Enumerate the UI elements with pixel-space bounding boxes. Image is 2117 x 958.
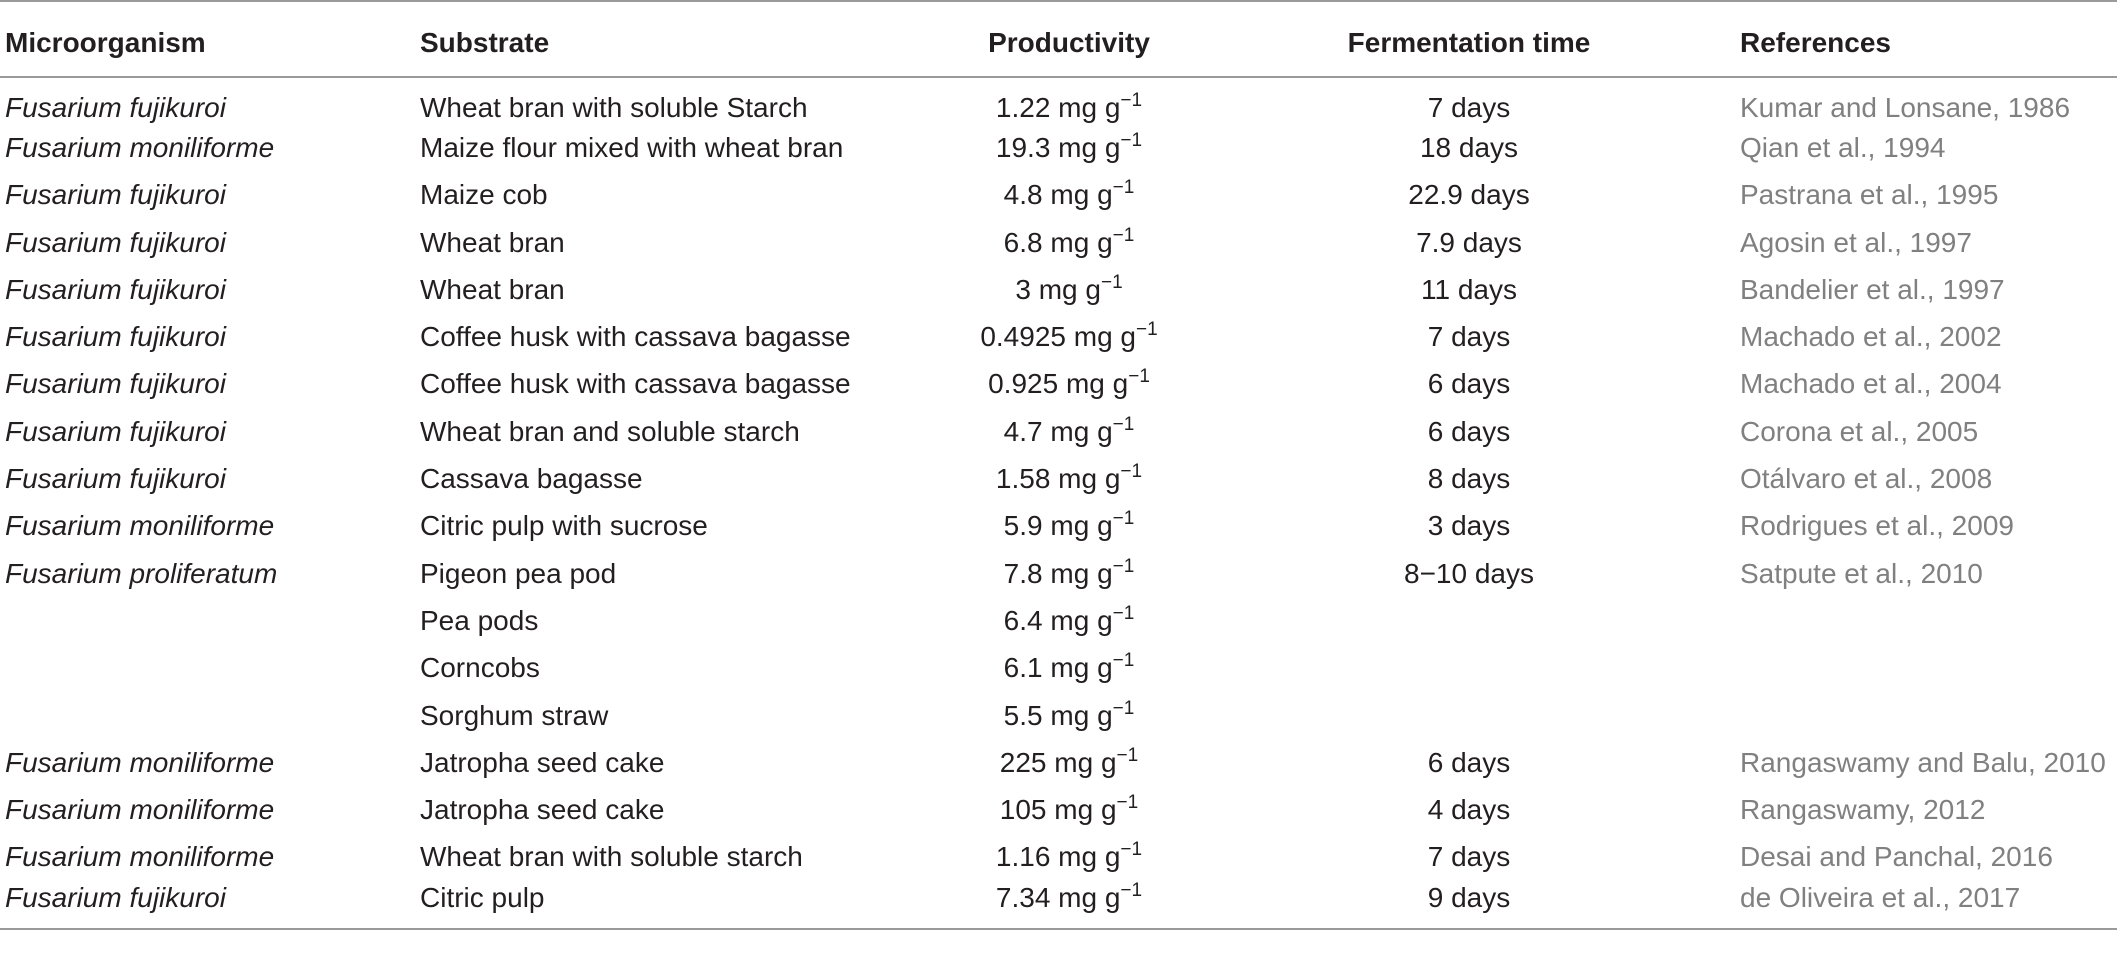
productivity-unit-exponent: −1 <box>1112 602 1135 624</box>
productivity-unit: mg g <box>1050 510 1113 542</box>
productivity-unit: mg g <box>1073 321 1136 353</box>
cell-reference: de Oliveira et al., 2017 <box>1740 881 2021 913</box>
table-row <box>0 550 2117 597</box>
cell-microorganism: Fusarium fujikuroi <box>5 881 226 913</box>
cell-productivity <box>940 266 1198 313</box>
productivity-unit-exponent: −1 <box>1112 508 1135 530</box>
table-row <box>0 408 2117 455</box>
productivity-unit: mg g <box>1050 652 1113 684</box>
productivity-unit: mg g <box>1058 131 1121 163</box>
table-row <box>0 692 2117 739</box>
cell-substrate: Wheat bran <box>420 273 565 305</box>
cell-productivity <box>940 881 1198 928</box>
cell-substrate: Coffee husk with cassava bagasse <box>420 321 851 353</box>
cell-substrate: Corncobs <box>420 652 540 684</box>
productivity-unit: mg g <box>1050 415 1113 447</box>
productivity-value: 19.3 <box>995 131 1051 163</box>
cell-reference: Rodrigues et al., 2009 <box>1740 510 2014 542</box>
cell-productivity <box>940 550 1198 597</box>
cell-reference: Machado et al., 2002 <box>1740 321 2002 353</box>
productivity-unit-exponent: −1 <box>1112 413 1135 435</box>
cell-substrate: Citric pulp <box>420 881 545 913</box>
cell-microorganism <box>0 645 420 692</box>
productivity-unit: mg g <box>1058 841 1121 873</box>
cell-fermentation-time: 9 days <box>1427 881 1511 913</box>
productivity-unit: mg g <box>1054 794 1117 826</box>
cell-microorganism: Fusarium fujikuroi <box>5 179 226 211</box>
table-row <box>0 881 2117 928</box>
cell-fermentation-time: 18 days <box>1419 131 1519 163</box>
productivity-value: 7.8 <box>1003 557 1043 589</box>
productivity-value: 6.4 <box>1003 604 1043 636</box>
productivity-unit-exponent: −1 <box>1116 792 1139 814</box>
cell-productivity <box>940 645 1198 692</box>
table-row <box>0 313 2117 360</box>
table-row <box>0 266 2117 313</box>
productivity-unit: mg g <box>1058 92 1121 124</box>
cell-microorganism: Fusarium fujikuroi <box>5 415 226 447</box>
cell-substrate: Jatropha seed cake <box>420 794 665 826</box>
cell-fermentation-time: 8 days <box>1427 463 1511 495</box>
table-bottom-rule <box>0 928 2117 930</box>
productivity-unit-exponent: −1 <box>1128 366 1150 388</box>
productivity-value: 6.1 <box>1003 652 1043 684</box>
table-row <box>0 597 2117 644</box>
cell-microorganism: Fusarium moniliforme <box>5 794 275 826</box>
cell-microorganism: Fusarium moniliforme <box>5 131 275 163</box>
header-row <box>0 1 2117 77</box>
cell-fermentation-time: 6 days <box>1427 746 1511 778</box>
table-row <box>0 645 2117 692</box>
table-row <box>0 786 2117 833</box>
productivity-value: 7.34 <box>995 881 1051 913</box>
productivity-value: 6.8 <box>1003 226 1043 258</box>
productivity-unit-exponent: −1 <box>1112 555 1135 577</box>
productivity-unit-exponent: −1 <box>1120 839 1143 861</box>
productivity-unit-exponent: −1 <box>1112 697 1135 719</box>
cell-microorganism <box>0 692 420 739</box>
productivity-unit-exponent: −1 <box>1120 461 1143 483</box>
productivity-unit-exponent: −1 <box>1120 90 1143 112</box>
cell-productivity <box>940 313 1198 360</box>
cell-substrate: Coffee husk with cassava bagasse <box>420 368 851 400</box>
cell-reference: Desai and Panchal, 2016 <box>1740 841 2053 873</box>
productivity-unit: mg g <box>1050 557 1113 589</box>
cell-substrate: Pea pods <box>420 604 539 636</box>
table-row <box>0 124 2117 171</box>
cell-productivity <box>940 503 1198 550</box>
header-references: References <box>1740 1 2117 77</box>
productivity-unit: mg g <box>1058 881 1121 913</box>
header-microorganism: Microorganism <box>0 1 420 77</box>
cell-reference: Otálvaro et al., 2008 <box>1740 463 1993 495</box>
cell-reference: Bandelier et al., 1997 <box>1740 273 2005 305</box>
productivity-unit: mg g <box>1050 699 1113 731</box>
cell-substrate: Maize cob <box>420 179 548 211</box>
cell-substrate: Wheat bran with soluble starch <box>420 841 803 873</box>
header-productivity: Productivity <box>940 1 1198 77</box>
cell-reference: Satpute et al., 2010 <box>1740 557 1983 589</box>
cell-productivity <box>940 597 1198 644</box>
productivity-unit-exponent: −1 <box>1120 879 1143 901</box>
header-fermentation-time: Fermentation time <box>1198 1 1740 77</box>
table-row <box>0 361 2117 408</box>
productivity-value: 1.16 <box>995 841 1051 873</box>
cell-productivity <box>940 739 1198 786</box>
cell-microorganism: Fusarium moniliforme <box>5 841 275 873</box>
cell-reference: Agosin et al., 1997 <box>1740 226 1972 258</box>
cell-microorganism: Fusarium fujikuroi <box>5 92 226 124</box>
table-row <box>0 834 2117 881</box>
cell-fermentation-time: 8−10 days <box>1404 557 1534 589</box>
cell-fermentation-time: 11 days <box>1421 273 1517 305</box>
productivity-unit-exponent: −1 <box>1116 744 1139 766</box>
productivity-unit: mg g <box>1058 463 1121 495</box>
table-row <box>0 219 2117 266</box>
productivity-value: 4.8 <box>1003 179 1043 211</box>
cell-reference: Pastrana et al., 1995 <box>1740 179 1999 211</box>
cell-substrate: Cassava bagasse <box>420 463 643 495</box>
table-header <box>0 1 2117 77</box>
cell-microorganism: Fusarium fujikuroi <box>5 463 226 495</box>
cell-fermentation-time: 3 days <box>1427 510 1511 542</box>
cell-productivity <box>940 408 1198 455</box>
productivity-unit-exponent: −1 <box>1112 224 1135 246</box>
cell-productivity <box>940 219 1198 266</box>
table-body <box>0 77 2117 928</box>
cell-substrate: Maize flour mixed with wheat bran <box>420 131 844 163</box>
productivity-value: 3 <box>1015 273 1031 305</box>
cell-reference: Kumar and Lonsane, 1986 <box>1740 92 2071 124</box>
cell-fermentation-time: 7 days <box>1427 92 1511 124</box>
cell-fermentation-time: 7 days <box>1427 321 1511 353</box>
cell-substrate: Citric pulp with sucrose <box>420 510 708 542</box>
productivity-unit: mg g <box>1054 746 1117 778</box>
productivity-value: 1.22 <box>995 92 1051 124</box>
cell-fermentation-time <box>1198 692 1740 739</box>
cell-productivity <box>940 834 1198 881</box>
cell-microorganism: Fusarium fujikuroi <box>5 368 226 400</box>
cell-fermentation-time: 7.9 days <box>1416 226 1522 258</box>
cell-substrate: Pigeon pea pod <box>420 557 617 589</box>
cell-reference: Qian et al., 1994 <box>1740 131 1946 163</box>
productivity-unit-exponent: −1 <box>1100 271 1123 293</box>
cell-fermentation-time <box>1198 597 1740 644</box>
cell-productivity <box>940 455 1198 502</box>
cell-fermentation-time: 22.9 days <box>1408 179 1530 211</box>
productivity-value: 5.5 <box>1003 699 1043 731</box>
productivity-unit-exponent: −1 <box>1136 319 1158 341</box>
cell-microorganism: Fusarium moniliforme <box>5 746 275 778</box>
cell-fermentation-time <box>1198 645 1740 692</box>
cell-reference: Rangaswamy, 2012 <box>1740 794 1986 826</box>
productivity-unit-exponent: −1 <box>1112 177 1135 199</box>
cell-productivity <box>940 124 1198 171</box>
cell-substrate: Sorghum straw <box>420 699 609 731</box>
header-substrate: Substrate <box>420 1 940 77</box>
cell-reference: Rangaswamy and Balu, 2010 <box>1740 746 2106 778</box>
cell-reference <box>1740 692 2117 739</box>
cell-productivity <box>940 172 1198 219</box>
productivity-value: 1.58 <box>995 463 1051 495</box>
cell-microorganism: Fusarium fujikuroi <box>5 226 226 258</box>
cell-microorganism: Fusarium proliferatum <box>5 557 278 589</box>
productivity-unit-exponent: −1 <box>1112 650 1135 672</box>
cell-microorganism: Fusarium fujikuroi <box>5 273 226 305</box>
productivity-unit: mg g <box>1038 273 1101 305</box>
productivity-value: 4.7 <box>1003 415 1043 447</box>
productivity-unit: mg g <box>1050 604 1113 636</box>
cell-productivity <box>940 786 1198 833</box>
table-row <box>0 739 2117 786</box>
productivity-value: 0.4925 <box>980 321 1066 353</box>
productivity-value: 225 <box>999 746 1047 778</box>
cell-fermentation-time: 6 days <box>1427 368 1511 400</box>
cell-microorganism: Fusarium fujikuroi <box>5 321 226 353</box>
productivity-unit-exponent: −1 <box>1120 129 1143 151</box>
cell-fermentation-time: 6 days <box>1427 415 1511 447</box>
table-row <box>0 172 2117 219</box>
cell-fermentation-time: 7 days <box>1427 841 1511 873</box>
productivity-unit: mg g <box>1050 179 1113 211</box>
cell-productivity <box>940 77 1198 124</box>
productivity-unit: mg g <box>1050 226 1113 258</box>
cell-reference: Corona et al., 2005 <box>1740 415 1979 447</box>
cell-productivity <box>940 692 1198 739</box>
cell-substrate: Wheat bran with soluble Starch <box>420 92 808 124</box>
table-row <box>0 77 2117 124</box>
table-row <box>0 455 2117 502</box>
cell-microorganism: Fusarium moniliforme <box>5 510 275 542</box>
cell-productivity <box>940 361 1198 408</box>
productivity-value: 0.925 <box>988 368 1059 400</box>
productivity-value: 5.9 <box>1003 510 1043 542</box>
cell-substrate: Wheat bran <box>420 226 565 258</box>
cell-reference: Machado et al., 2004 <box>1740 368 2002 400</box>
cell-substrate: Wheat bran and soluble starch <box>420 415 800 447</box>
cell-substrate: Jatropha seed cake <box>420 746 665 778</box>
cell-fermentation-time: 4 days <box>1427 794 1511 826</box>
cell-reference <box>1740 645 2117 692</box>
productivity-value: 105 <box>999 794 1047 826</box>
productivity-unit: mg g <box>1065 368 1129 400</box>
cell-microorganism <box>0 597 420 644</box>
cell-reference <box>1740 597 2117 644</box>
table-row <box>0 503 2117 550</box>
